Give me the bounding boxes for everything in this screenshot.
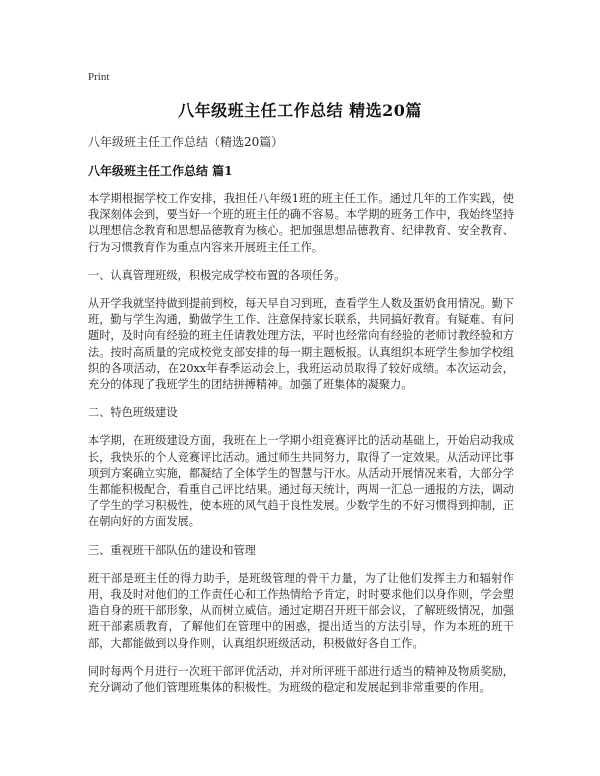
document-body (88, 134, 514, 696)
paragraph-class-cadres: 班干部是班主任的得力助手，是班级管理的骨干力量，为了让他们发挥主力和辐射作用，我及时对他们的工作责任心和工作热情给予肯定，时时要求他们以身作则，学会塑造自身的班干部形象，从而树立威信。通过定期召开班干部会议，了解班级情况，加强班干部素质教育，了解他们在管理中的困惑，提出适当的方法引导，作为本班的班干部，大都能做到以身作则，认真组织班级活动，积极做好各自工作。 (88, 571, 514, 650)
section-heading: 八年级班主任工作总结 篇1 (88, 164, 233, 178)
paragraph-class-features: 本学期，在班级建设方面，我班在上一学期小组竞赛评比的活动基础上，开始启动我成长，我快乐的个人竞赛评比活动。通过师生共同努力，取得了一定效果。从活动评比事项到方案确立实施，都凝结了全体学生的智慧与汗水。从活动开展情况来看，大部分学生都能积极配合，看重自己评比结果。通过每天统计，两周一汇总一通报的方法，调动了学生的学习积极性，使本班的风气趋于良性发展。少数学生的不好习惯得到抑制，正在朝向好的方面发展。 (88, 434, 514, 529)
heading-class-management: 一、认真管理班级，积极完成学校布置的各项任务。 (88, 268, 346, 282)
heading-class-cadres: 三、重视班干部队伍的建设和管理 (88, 543, 256, 557)
heading-class-features: 二、特色班级建设 (88, 406, 178, 420)
print-link[interactable]: Print (88, 71, 110, 83)
paragraph-class-management: 从开学我就坚持做到提前到校，每天早自习到班，查看学生人数及蛋奶食用情况。勤下班，勤与学生沟通，勤做学生工作、注意保持家长联系，共同搞好教育。有疑难、有问题时，及时向有经验的班主任请教处理方法，平时也经常向有经验的老师讨教经验和方法。按时高质量的完成校党支部安排的每一期主题板报。认真组织本班学生参加学校组织的各项活动，在20xx年春季运动会上，我班运动员取得了较好成绩。本次运动会，充分的体现了我班学生的团结拼搏精神。加强了班集体的凝聚力。 (88, 297, 514, 392)
paragraph-intro: 本学期根据学校工作安排，我担任八年级1班的班主任工作。通过几年的工作实践，使我深刻体会到，要当好一个班的班主任的确不容易。本学期的班务工作中，我始终坚持以理想信念教育和思想品德教育为核心。把加强思想品德教育、纪律教育、安全教育、行为习惯教育作为重点内容来开展班主任工作。 (88, 192, 514, 254)
document-subtitle: 八年级班主任工作总结（精选20篇） (88, 135, 284, 149)
document-title: 八年级班主任工作总结 精选20篇 (178, 101, 422, 120)
paragraph-cadre-evaluation: 同时每两个月进行一次班干部评优活动，并对所评班干部进行适当的精神及物质奖励，充分调动了他们管理班集体的积极性。为班级的稳定和发展起到非常重要的作用。 (88, 664, 514, 695)
